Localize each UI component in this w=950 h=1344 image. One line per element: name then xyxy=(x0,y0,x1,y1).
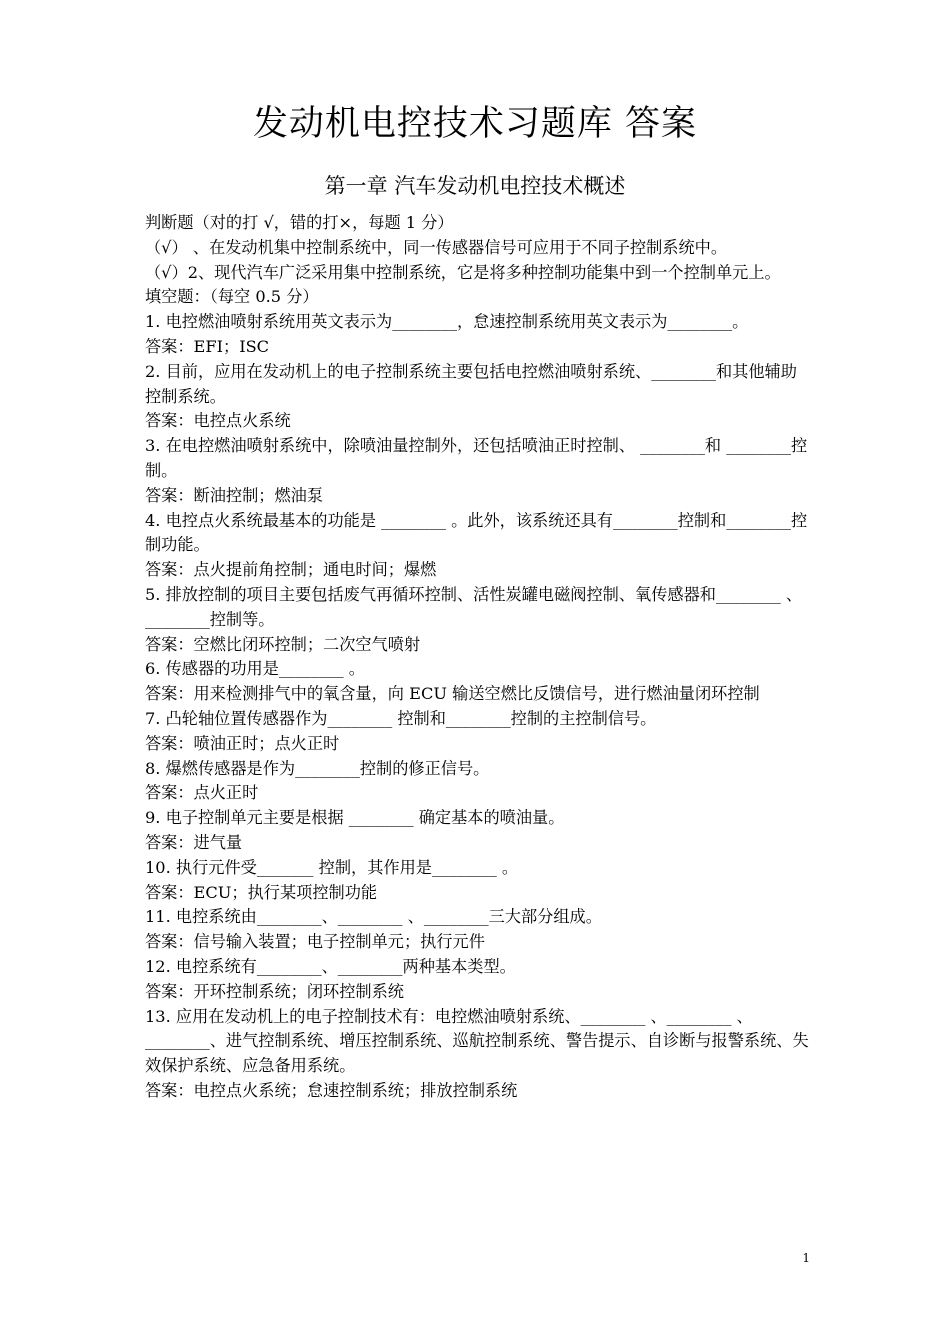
answer-2: 答案：电控点火系统 xyxy=(145,411,291,431)
answer-6: 答案：用来检测排气中的氧含量，向 ECU 输送空燃比反馈信号，进行燃油量闭环控制 xyxy=(145,684,760,704)
answer-1: 答案：EFI；ISC xyxy=(145,336,270,356)
true-false-item: （√） 、在发动机集中控制系统中，同一传感器信号可应用于不同子控制系统中。 xyxy=(145,237,728,257)
true-false-item: （√）2、现代汽车广泛采用集中控制系统，它是将多种控制功能集中到一个控制单元上。 xyxy=(145,262,781,282)
answer-3: 答案：断油控制；燃油泵 xyxy=(145,485,324,505)
answer-9: 答案：进气量 xyxy=(145,832,243,852)
question-11: 11. 电控系统由________、________ 、________三大部分组成。 xyxy=(145,907,602,927)
question-1: 1. 电控燃油喷射系统用英文表示为________，怠速控制系统用英文表示为________。 xyxy=(145,312,749,332)
answer-10: 答案：ECU；执行某项控制功能 xyxy=(145,882,378,902)
answer-13: 答案：电控点火系统；怠速控制系统；排放控制系统 xyxy=(145,1080,518,1100)
answer-11: 答案：信号输入装置；电子控制单元；执行元件 xyxy=(145,932,485,952)
answer-7: 答案：喷油正时；点火正时 xyxy=(145,733,340,753)
question-5: 5. 排放控制的项目主要包括废气再循环控制、活性炭罐电磁阀控制、氧传感器和________ 、________控制等。 xyxy=(145,584,803,629)
answer-8: 答案：点火正时 xyxy=(145,783,259,803)
chapter-heading: 第一章 汽车发动机电控技术概述 xyxy=(324,174,626,198)
answer-12: 答案：开环控制系统；闭环控制系统 xyxy=(145,981,404,1001)
question-9: 9. 电子控制单元主要是根据 ________ 确定基本的喷油量。 xyxy=(145,808,565,828)
answer-5: 答案：空燃比闭环控制；二次空气喷射 xyxy=(145,634,421,654)
question-7: 7. 凸轮轴位置传感器作为________ 控制和________控制的主控制信号。 xyxy=(145,708,657,728)
question-2: 2. 目前，应用在发动机上的电子控制系统主要包括电控燃油喷射系统、________和其他辅助控制系统。 xyxy=(145,361,797,406)
answer-4: 答案：点火提前角控制；通电时间；爆燃 xyxy=(145,560,437,580)
section-heading-fill-blank: 填空题：（每空 0.5 分） xyxy=(145,287,319,307)
question-3: 3. 在电控燃油喷射系统中，除喷油量控制外，还包括喷油正时控制、 ________和 ________控制。 xyxy=(145,436,808,480)
document-title: 发动机电控技术习题库 答案 xyxy=(252,104,698,144)
question-6: 6. 传感器的功用是________ 。 xyxy=(145,659,365,679)
document-body xyxy=(145,211,810,1104)
page-number: 1 xyxy=(802,1251,810,1265)
question-13: 13. 应用在发动机上的电子控制技术有：电控燃油喷射系统、________ 、________ 、________、进气控制系统、增压控制系统、巡航控制系统、警告提示、自诊断与报警系统、失效保护系统、应急备用系统。 xyxy=(145,1006,809,1076)
question-4: 4. 电控点火系统最基本的功能是 ________ 。此外，该系统还具有________控制和________控制功能。 xyxy=(145,510,808,555)
question-10: 10. 执行元件受_______ 控制，其作用是________ 。 xyxy=(145,857,519,877)
section-heading-true-false: 判断题（对的打 √，错的打×，每题 1 分） xyxy=(145,213,454,232)
question-8: 8. 爆燃传感器是作为________控制的修正信号。 xyxy=(145,758,490,778)
question-12: 12. 电控系统有________、________两种基本类型。 xyxy=(145,956,516,976)
